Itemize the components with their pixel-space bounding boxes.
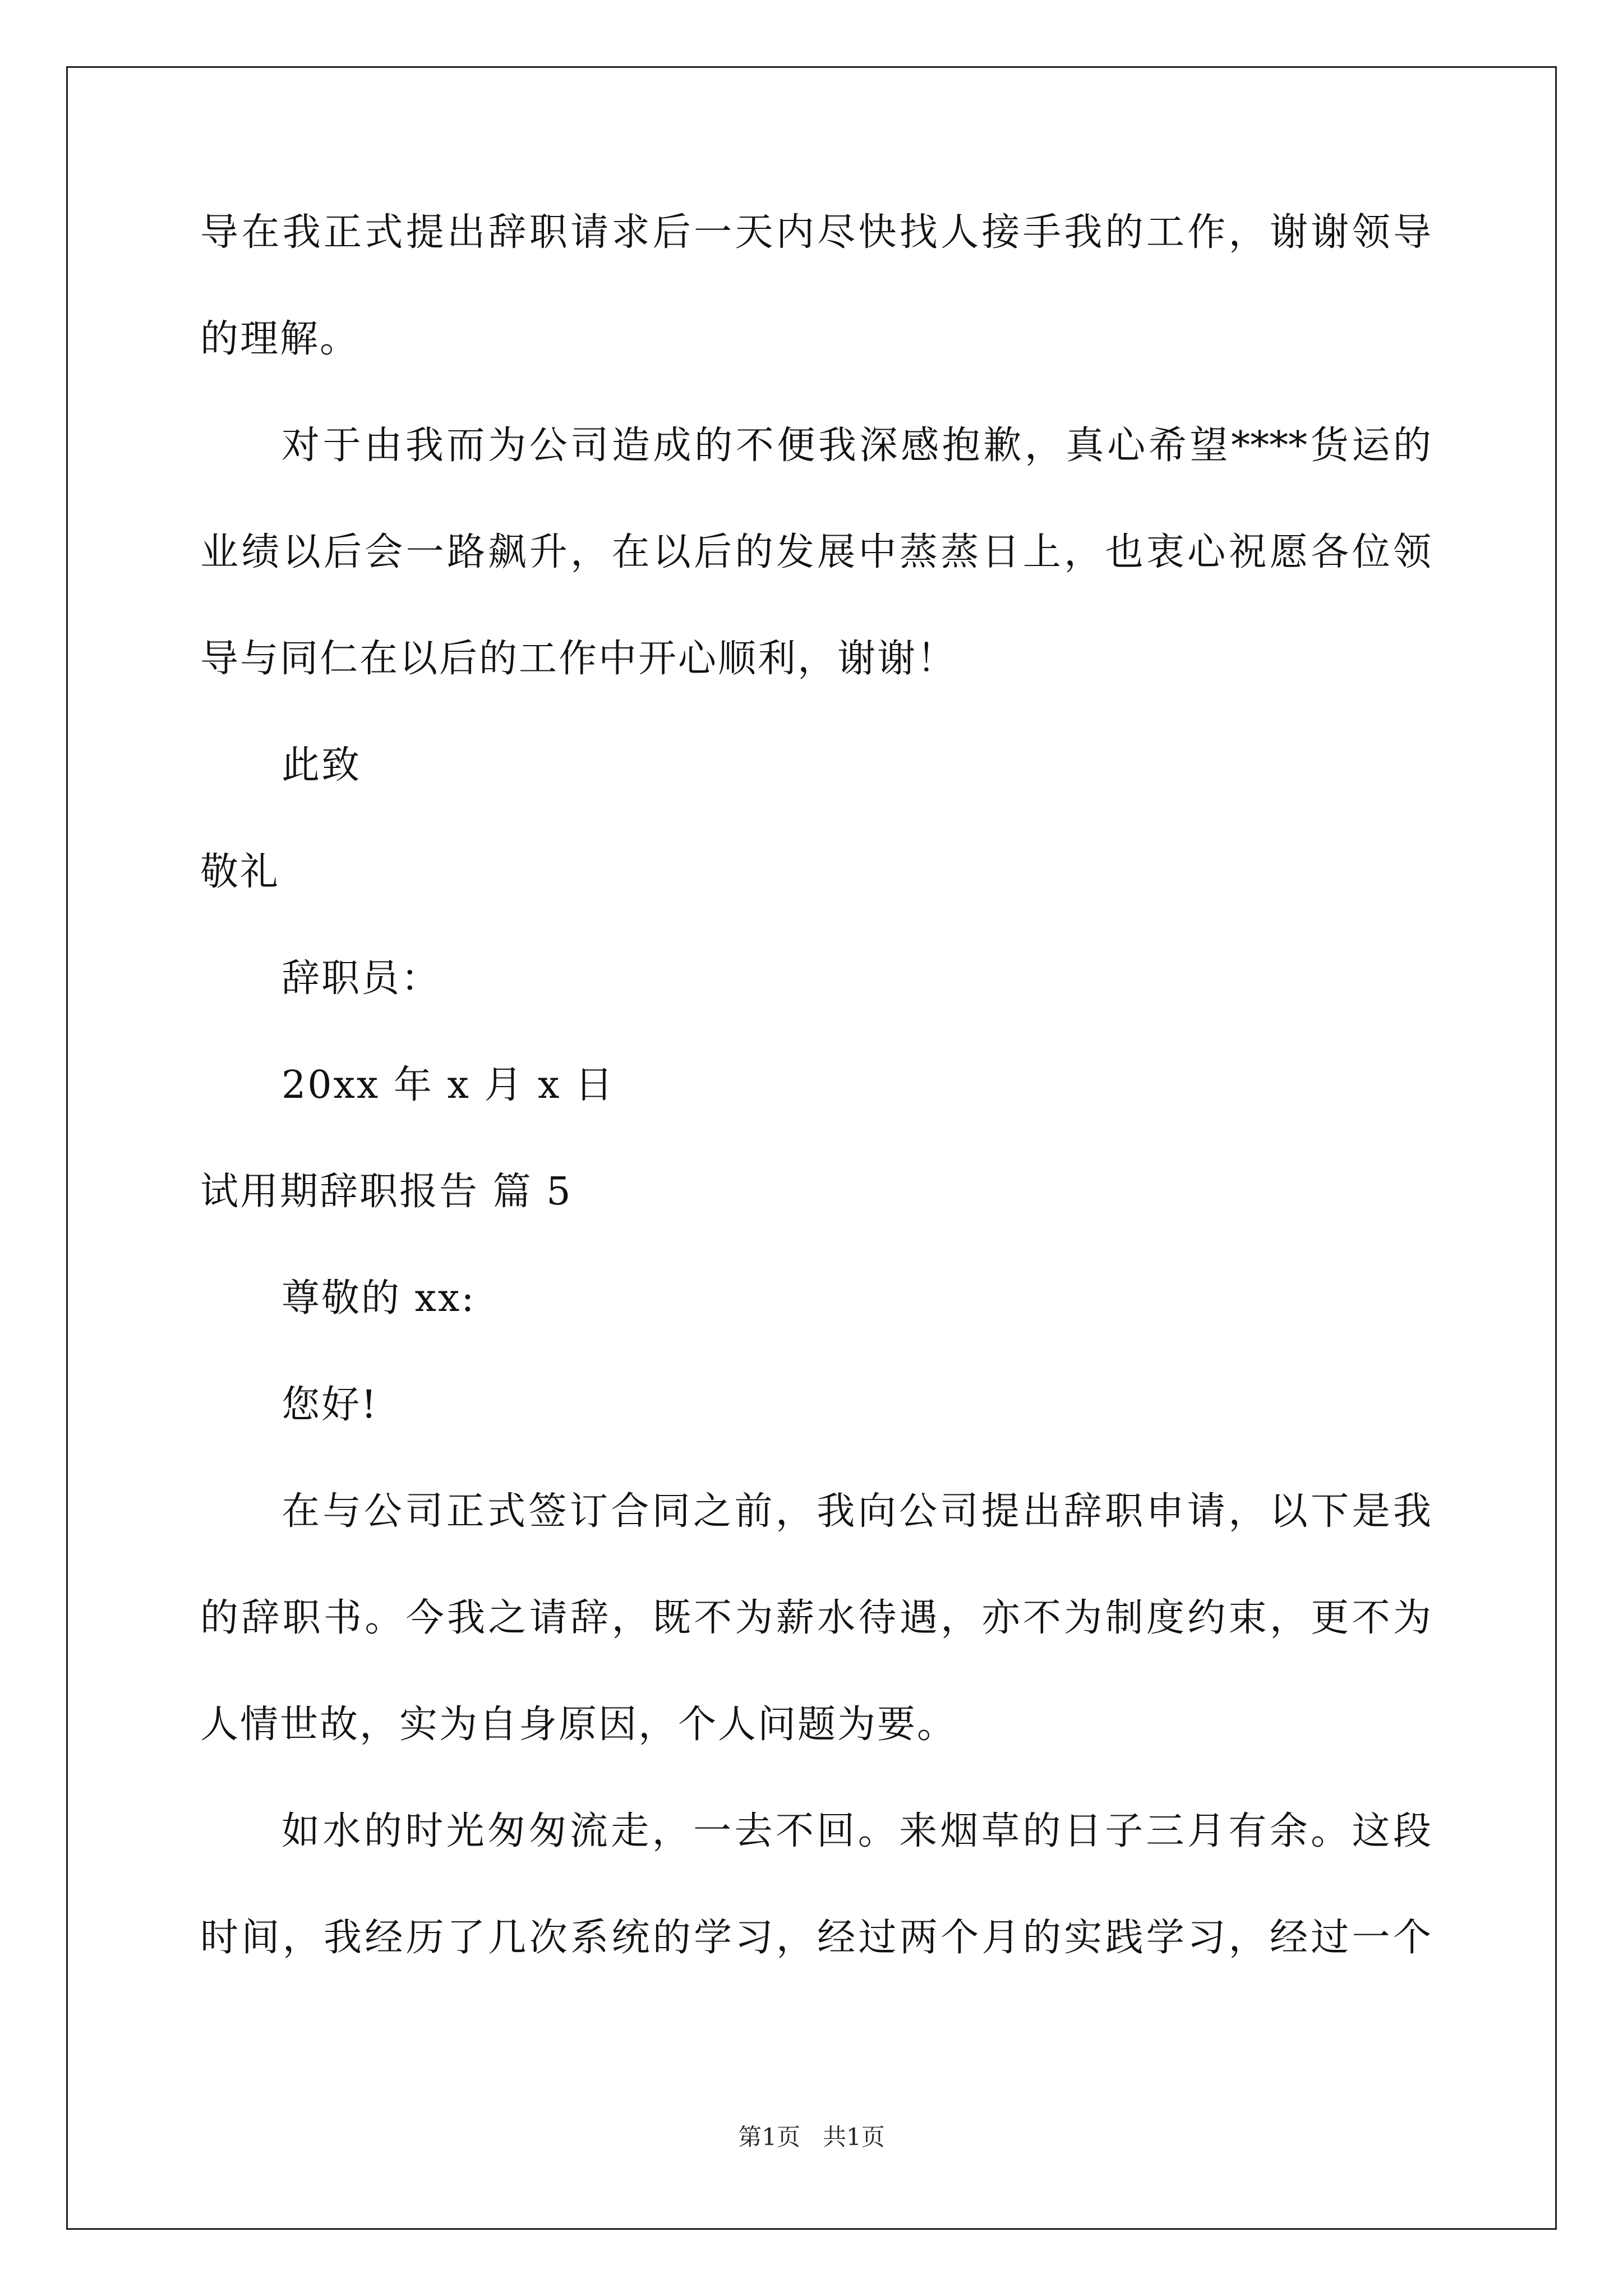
text-line: 的理解。: [200, 317, 360, 361]
date-line: 20xx 年 x 月 x 日: [282, 1063, 615, 1107]
greeting-line: 您好!: [282, 1383, 379, 1427]
text-line: 业绩以后会一路飙升，在以后的发展中蒸蒸日上，也衷心祝愿各位领: [200, 530, 1431, 574]
text-line: 导与同仁在以后的工作中开心顺利，谢谢！: [200, 637, 957, 681]
text-line: 的辞职书。今我之请辞，既不为薪水待遇，亦不为制度约束，更不为: [200, 1596, 1431, 1640]
page-footer: 第1页 共1页: [738, 2123, 885, 2151]
text-line: 如水的时光匆匆流走，一去不回。来烟草的日子三月有余。这段: [282, 1809, 1431, 1853]
text-line: 人情世故，实为自身原因，个人问题为要。: [200, 1703, 957, 1747]
section-heading: 试用期辞职报告 篇 5: [200, 1170, 573, 1214]
greeting-line: 尊敬的 xx:: [282, 1276, 476, 1320]
text-line: 在与公司正式签订合同之前，我向公司提出辞职申请，以下是我: [282, 1489, 1431, 1534]
text-line: 对于由我而为公司造成的不便我深感抱歉，真心希望****货运的: [282, 424, 1431, 468]
closing-salutation: 此致: [282, 743, 362, 788]
closing-regards: 敬礼: [200, 850, 280, 894]
page-border: [66, 66, 1557, 2230]
signature-label: 辞职员：: [282, 956, 441, 1001]
text-line: 导在我正式提出辞职请求后一天内尽快找人接手我的工作，谢谢领导: [200, 210, 1431, 255]
text-line: 时间，我经历了几次系统的学习，经过两个月的实践学习，经过一个: [200, 1916, 1431, 1960]
